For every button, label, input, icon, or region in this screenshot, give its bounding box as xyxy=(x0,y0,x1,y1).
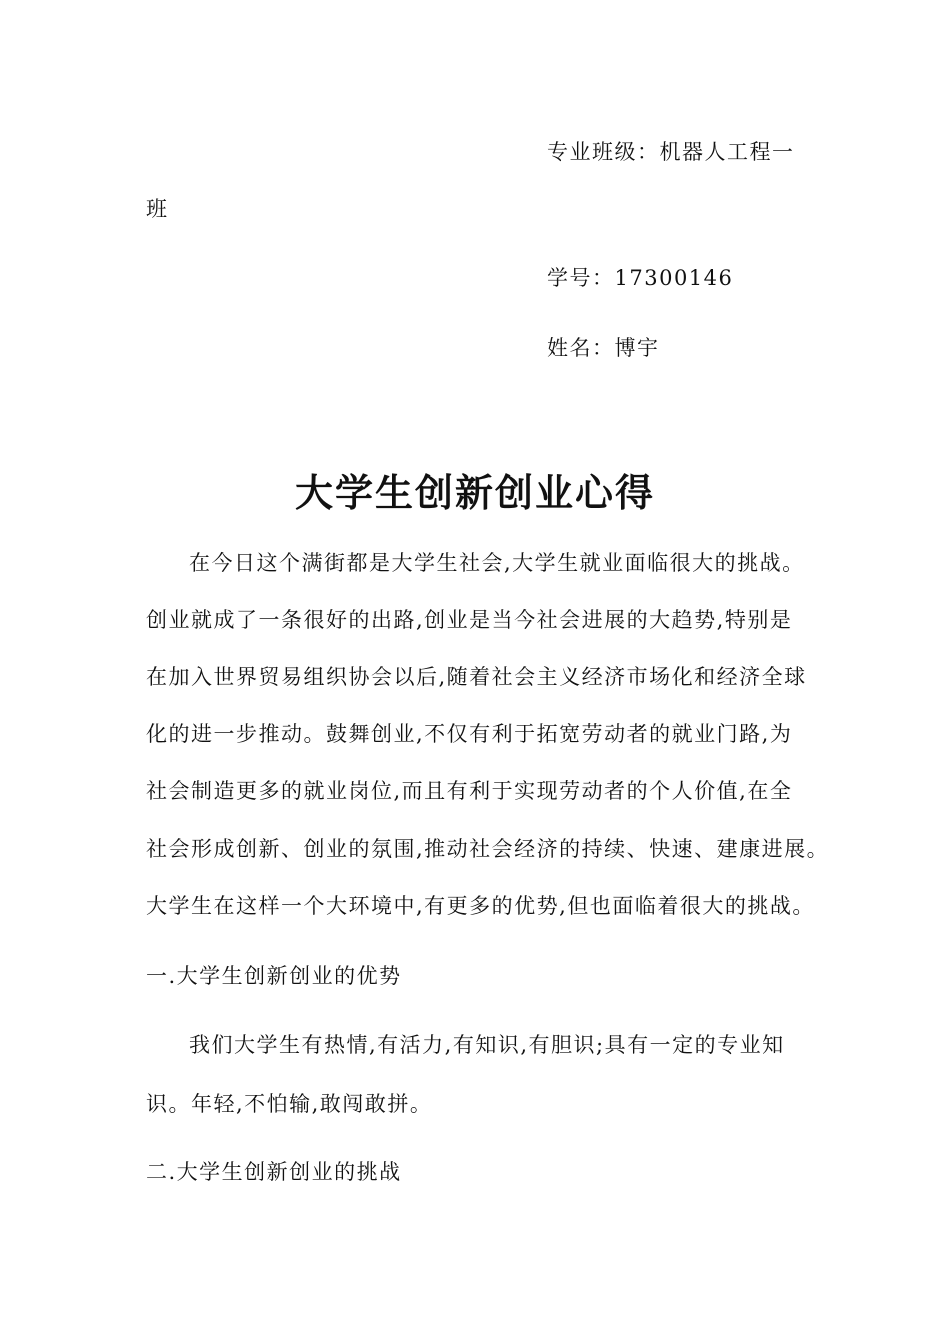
section-2-heading: 二.大学生创新创业的挑战 xyxy=(146,1160,402,1184)
section-1-line: 识。年轻,不怕输,敢闯敢拼。 xyxy=(146,1092,433,1116)
class-info-line-1: 专业班级：机器人工程一 xyxy=(547,140,795,164)
student-name: 姓名：博宇 xyxy=(547,336,660,360)
student-id: 学号：17300146 xyxy=(547,266,734,290)
class-info-line-2: 班 xyxy=(146,197,169,221)
intro-line: 大学生在这样一个大环境中,有更多的优势,但也面临着很大的挑战。 xyxy=(146,894,815,918)
intro-line: 在今日这个满街都是大学生社会,大学生就业面临很大的挑战。 xyxy=(189,551,805,575)
intro-line: 在加入世界贸易组织协会以后,随着社会主义经济市场化和经济全球 xyxy=(146,665,807,689)
intro-line: 创业就成了一条很好的出路,创业是当今社会进展的大趋势,特别是 xyxy=(146,608,793,632)
section-1-heading: 一.大学生创新创业的优势 xyxy=(146,964,402,988)
intro-line: 社会形成创新、创业的氛围,推动社会经济的持续、快速、建康进展。 xyxy=(146,837,830,861)
intro-line: 化的进一步推动。鼓舞创业,不仅有利于拓宽劳动者的就业门路,为 xyxy=(146,722,793,746)
section-1-line: 我们大学生有热情,有活力,有知识,有胆识;具有一定的专业知 xyxy=(189,1033,785,1057)
page-title: 大学生创新创业心得 xyxy=(294,471,655,515)
intro-line: 社会制造更多的就业岗位,而且有利于实现劳动者的个人价值,在全 xyxy=(146,779,793,803)
